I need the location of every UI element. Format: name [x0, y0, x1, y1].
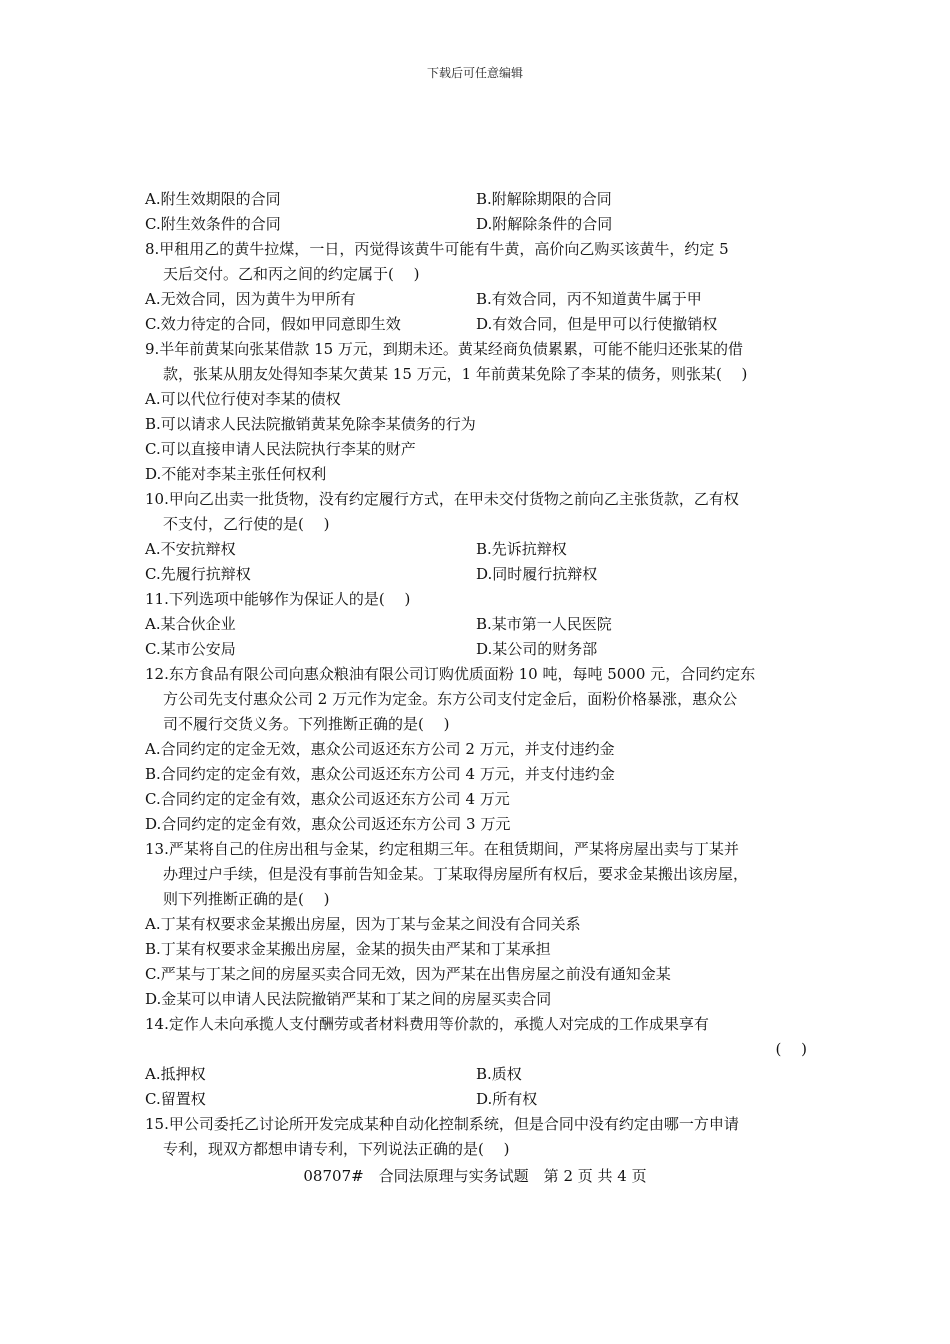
q8-option-b: B.有效合同，丙不知道黄牛属于甲: [476, 290, 702, 308]
question-content: [145, 187, 815, 1162]
q13-option-d: D.金某可以申请人民法院撤销严某和丁某之间的房屋买卖合同: [145, 990, 552, 1008]
q12-stem-line-1: 12.东方食品有限公司向惠众粮油有限公司订购优质面粉 10 吨，每吨 5000 元，合同约定东: [145, 665, 756, 683]
q8-stem-line-1: 8.甲租用乙的黄牛拉煤，一日，丙觉得该黄牛可能有牛黄，高价向乙购买该黄牛，约定 5: [145, 240, 729, 258]
q10-option-d: D.同时履行抗辩权: [476, 565, 598, 583]
q10-options-row-2: [145, 562, 815, 587]
q12-option-d: D.合同约定的定金有效，惠众公司返还东方公司 3 万元: [145, 815, 511, 833]
q10-option-b: B.先诉抗辩权: [476, 540, 567, 558]
q13-stem-line-3: 则下列推断正确的是( ): [163, 890, 330, 908]
q11-option-c: C.某市公安局: [145, 640, 236, 658]
q14-stem-line-1: 14.定作人未向承揽人支付酬劳或者材料费用等价款的，承揽人对完成的工作成果享有: [145, 1015, 709, 1033]
q8-stem-line-2: 天后交付。乙和丙之间的约定属于( ): [163, 265, 420, 283]
q9-option-a: A.可以代位行使对李某的债权: [145, 390, 341, 408]
q7-options-row-2: [145, 212, 815, 237]
q9-option-d: D.不能对李某主张任何权利: [145, 465, 327, 483]
q11-option-a: A.某合伙企业: [145, 615, 236, 633]
q12-option-c: C.合同约定的定金有效，惠众公司返还东方公司 4 万元: [145, 790, 510, 808]
q13-stem-line-2: 办理过户手续，但是没有事前告知金某。丁某取得房屋所有权后，要求金某搬出该房屋，: [163, 865, 749, 883]
q13-option-c: C.严某与丁某之间的房屋买卖合同无效，因为严某在出售房屋之前没有通知金某: [145, 965, 671, 983]
q8-option-d: D.有效合同，但是甲可以行使撤销权: [476, 315, 718, 333]
q14-option-d: D.所有权: [476, 1090, 538, 1108]
q12-stem-line-3: 司不履行交货义务。下列推断正确的是( ): [163, 715, 450, 733]
q7-option-a: A.附生效期限的合同: [145, 190, 281, 208]
q10-options-row-1: [145, 537, 815, 562]
q9-option-b: B.可以请求人民法院撤销黄某免除李某债务的行为: [145, 415, 476, 433]
q8-option-a: A.无效合同，因为黄牛为甲所有: [145, 290, 356, 308]
q11-options-row-1: [145, 612, 815, 637]
q11-options-row-2: [145, 637, 815, 662]
q14-option-a: A.抵押权: [145, 1065, 206, 1083]
q11-option-b: B.某市第一人民医院: [476, 615, 612, 633]
q15-stem-line-1: 15.甲公司委托乙讨论所开发完成某种自动化控制系统，但是合同中没有约定由哪一方申请: [145, 1115, 739, 1133]
q13-option-b: B.丁某有权要求金某搬出房屋，金某的损失由严某和丁某承担: [145, 940, 551, 958]
q10-stem-line-1: 10.甲向乙出卖一批货物，没有约定履行方式，在甲未交付货物之前向乙主张货款，乙有权: [145, 490, 739, 508]
q12-stem-line-2: 方公司先支付惠众公司 2 万元作为定金。东方公司支付定金后，面粉价格暴涨，惠众公: [163, 690, 738, 708]
q9-stem-line-1: 9.半年前黄某向张某借款 15 万元，到期未还。黄某经商负债累累，可能不能归还张某的借: [145, 340, 743, 358]
q8-options-row-1: [145, 287, 815, 312]
q11-stem-line-1: 11.下列选项中能够作为保证人的是( ): [145, 590, 411, 608]
q9-option-c: C.可以直接申请人民法院执行李某的财产: [145, 440, 416, 458]
q9-stem-line-2: 款，张某从朋友处得知李某欠黄某 15 万元，1 年前黄某免除了李某的债务，则张某( ): [163, 365, 748, 383]
q14-options-row-1: [145, 1062, 815, 1087]
q15-stem-line-2: 专利，现双方都想申请专利，下列说法正确的是( ): [163, 1140, 510, 1158]
q14-option-c: C.留置权: [145, 1090, 206, 1108]
page-footer: 08707# 合同法原理与实务试题 第 2 页 共 4 页: [303, 1167, 647, 1185]
q11-option-d: D.某公司的财务部: [476, 640, 598, 658]
q13-stem-line-1: 13.严某将自己的住房出租与金某，约定租期三年。在租赁期间，严某将房屋出卖与丁某并: [145, 840, 739, 858]
q8-options-row-2: [145, 312, 815, 337]
q10-option-a: A.不安抗辩权: [145, 540, 236, 558]
q12-option-a: A.合同约定的定金无效，惠众公司返还东方公司 2 万元，并支付违约金: [145, 740, 615, 758]
q12-option-b: B.合同约定的定金有效，惠众公司返还东方公司 4 万元，并支付违约金: [145, 765, 615, 783]
q7-option-b: B.附解除期限的合同: [476, 190, 612, 208]
q10-stem-line-2: 不支付，乙行使的是( ): [163, 515, 330, 533]
q10-option-c: C.先履行抗辩权: [145, 565, 251, 583]
page-header: 下载后可任意编辑: [426, 66, 523, 80]
q13-option-a: A.丁某有权要求金某搬出房屋，因为丁某与金某之间没有合同关系: [145, 915, 581, 933]
q7-option-d: D.附解除条件的合同: [476, 215, 613, 233]
q14-options-row-2: [145, 1087, 815, 1112]
q7-option-c: C.附生效条件的合同: [145, 215, 281, 233]
q14-answer-blank: ( ): [775, 1040, 807, 1058]
q8-option-c: C.效力待定的合同，假如甲同意即生效: [145, 315, 401, 333]
q14-option-b: B.质权: [476, 1065, 522, 1083]
q7-options-row-1: [145, 187, 815, 212]
